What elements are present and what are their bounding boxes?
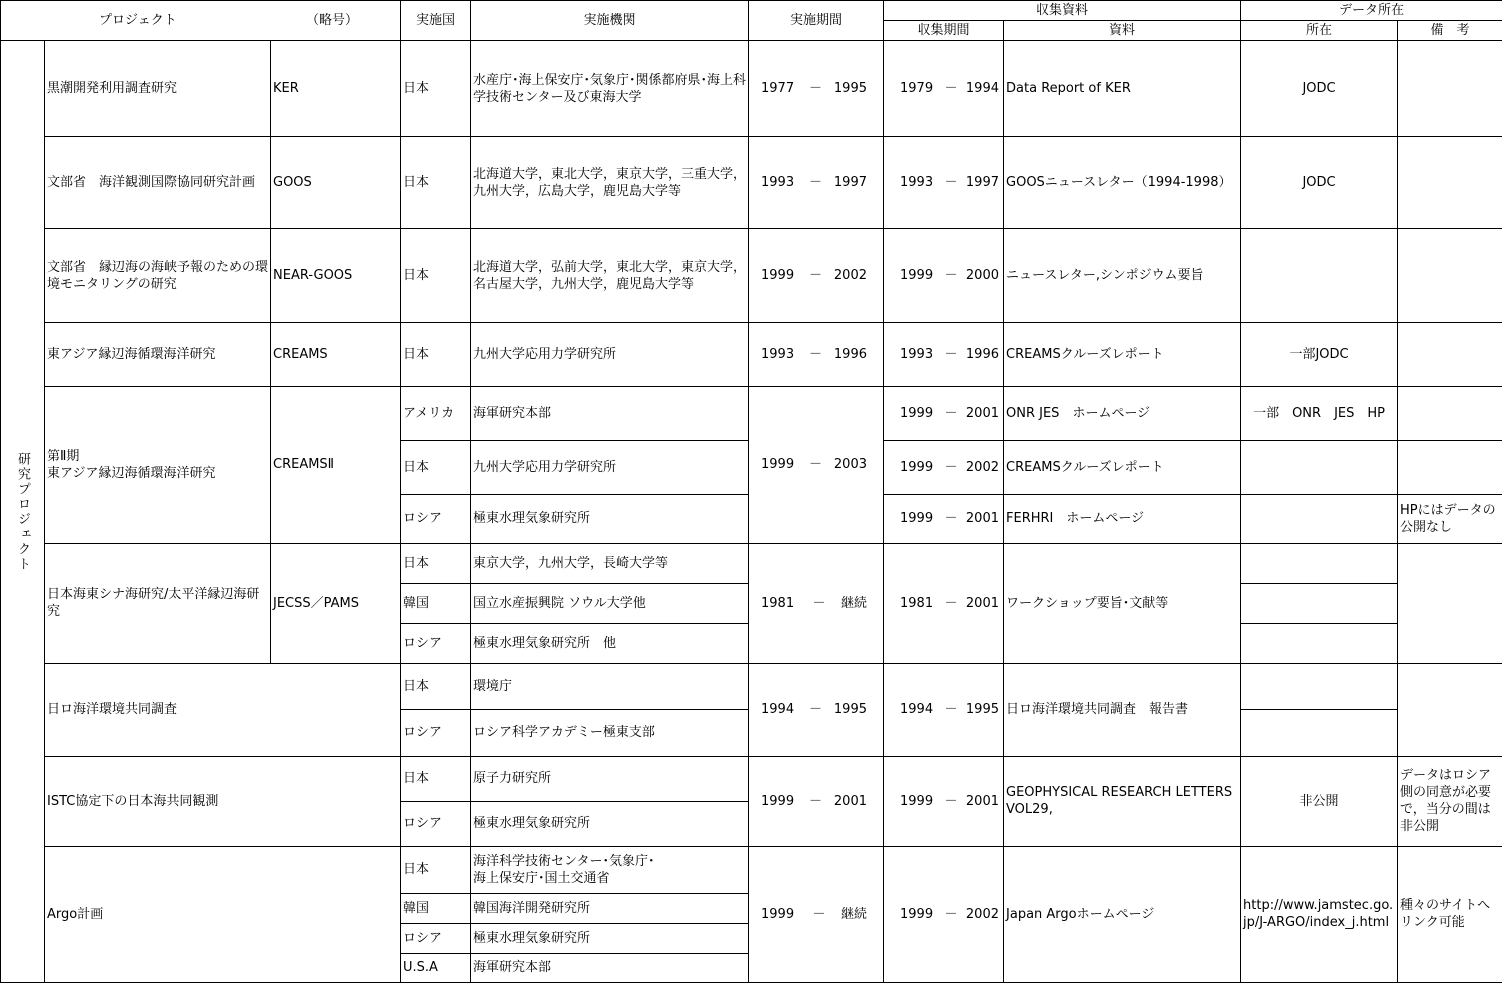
location: JODC: [1241, 41, 1398, 137]
agency: 極東水理気象研究所: [471, 801, 749, 846]
agency: 極東水理気象研究所: [471, 495, 749, 543]
remarks: [1398, 387, 1502, 441]
material: CREAMSクルーズレポート: [1004, 441, 1241, 495]
remarks: [1398, 229, 1502, 323]
collect-period: 1999 － 2001: [884, 756, 1004, 846]
table-row: [1, 663, 1502, 709]
project-name: 文部省 海洋観測国際協同研究計画: [45, 137, 271, 229]
country: ロシア: [401, 923, 471, 953]
agency: ロシア科学アカデミー極東支部: [471, 709, 749, 756]
header-country: 実施国: [401, 1, 471, 41]
location: [1241, 583, 1398, 623]
collect-period: 1999 － 2002: [884, 441, 1004, 495]
country: 韓国: [401, 893, 471, 923]
agency: 水産庁･海上保安庁･気象庁･関係都府県･海上科学技術センター及び東海大学: [471, 41, 749, 137]
header-agency: 実施機関: [471, 1, 749, 41]
table-row: [1, 387, 1502, 441]
location: 非公開: [1241, 756, 1398, 846]
period: 1999 － 2002: [749, 229, 884, 323]
country: アメリカ: [401, 387, 471, 441]
country: 日本: [401, 543, 471, 583]
agency: 極東水理気象研究所: [471, 923, 749, 953]
header-data-location: データ所在: [1241, 1, 1502, 21]
material: GEOPHYSICAL RESEARCH LETTERSVOL29,: [1004, 756, 1241, 846]
table-row: [1, 846, 1502, 893]
project-name: ISTC協定下の日本海共同観測: [45, 756, 401, 846]
project-name: 日ロ海洋環境共同調査: [45, 663, 401, 756]
location: 一部 ONR JES HP: [1241, 387, 1398, 441]
remarks: HPにはデータの公開なし: [1398, 495, 1502, 543]
collect-period: 1999 － 2001: [884, 387, 1004, 441]
project-abbr: NEAR-GOOS: [271, 229, 401, 323]
country: 韓国: [401, 583, 471, 623]
header-project: [1, 1, 401, 41]
location: [1241, 441, 1398, 495]
material: Data Report of KER: [1004, 41, 1241, 137]
material: ニュースレター,シンポジウム要旨: [1004, 229, 1241, 323]
table-row: [1, 323, 1502, 387]
country: ロシア: [401, 709, 471, 756]
agency: 東京大学，九州大学，長崎大学等: [471, 543, 749, 583]
collect-period: 1981 － 2001: [884, 543, 1004, 663]
agency: 国立水産振興院 ソウル大学他: [471, 583, 749, 623]
period: 1994 － 1995: [749, 663, 884, 756]
header-location: 所在: [1241, 21, 1398, 41]
table-row: [1, 229, 1502, 323]
project-abbr: CREAMSⅡ: [271, 387, 401, 543]
material: CREAMSクルーズレポート: [1004, 323, 1241, 387]
material: ONR JES ホームページ: [1004, 387, 1241, 441]
country: 日本: [401, 137, 471, 229]
table-row: [1, 756, 1502, 801]
remarks: 種々のサイトへリンク可能: [1398, 846, 1502, 982]
header-project-label: プロジェクト: [99, 13, 177, 29]
agency: 韓国海洋開発研究所: [471, 893, 749, 923]
collect-period: 1993 － 1997: [884, 137, 1004, 229]
location: [1241, 709, 1398, 756]
project-name: 文部省 縁辺海の海峡予報のための環境モニタリングの研究: [45, 229, 271, 323]
remarks: [1398, 41, 1502, 137]
period: 1999 － 継続: [749, 846, 884, 982]
agency: 九州大学応用力学研究所: [471, 441, 749, 495]
country: 日本: [401, 323, 471, 387]
location: [1241, 543, 1398, 583]
table-row: [1, 41, 1502, 137]
collect-period: 1994 － 1995: [884, 663, 1004, 756]
project-name: 黒潮開発利用調査研究: [45, 41, 271, 137]
location: [1241, 495, 1398, 543]
location: [1241, 623, 1398, 663]
remarks: [1398, 137, 1502, 229]
agency: 九州大学応用力学研究所: [471, 323, 749, 387]
location: JODC: [1241, 137, 1398, 229]
country: ロシア: [401, 495, 471, 543]
remarks: [1398, 543, 1502, 663]
collect-period: 1979 － 1994: [884, 41, 1004, 137]
period: 1999 － 2003: [749, 387, 884, 543]
project-abbr: KER: [271, 41, 401, 137]
category-label: 研究プロジェクト: [1, 41, 45, 983]
project-name: 東アジア縁辺海循環海洋研究: [45, 323, 271, 387]
header-collect-period: 収集期間: [884, 21, 1004, 41]
remarks: [1398, 663, 1502, 756]
country: U.S.A: [401, 953, 471, 982]
agency: 極東水理気象研究所 他: [471, 623, 749, 663]
location: [1241, 229, 1398, 323]
agency: 環境庁: [471, 663, 749, 709]
period: 1977 － 1995: [749, 41, 884, 137]
material: FERHRI ホームページ: [1004, 495, 1241, 543]
header-abbr-label: （略号）: [306, 13, 359, 29]
project-name: 日本海東シナ海研究/太平洋縁辺海研究: [45, 543, 271, 663]
project-abbr: JECSS／PAMS: [271, 543, 401, 663]
table-row: [1, 543, 1502, 583]
remarks: [1398, 441, 1502, 495]
country: ロシア: [401, 801, 471, 846]
country: ロシア: [401, 623, 471, 663]
collect-period: 1999 － 2001: [884, 495, 1004, 543]
period: 1993 － 1997: [749, 137, 884, 229]
agency: 海洋科学技術センター･気象庁･ 海上保安庁･国土交通省: [471, 846, 749, 893]
header-material: 資料: [1004, 21, 1241, 41]
location: [1241, 663, 1398, 709]
country: 日本: [401, 41, 471, 137]
header-collected: 収集資料: [884, 1, 1241, 21]
agency: 海軍研究本部: [471, 953, 749, 982]
agency: 原子力研究所: [471, 756, 749, 801]
agency: 海軍研究本部: [471, 387, 749, 441]
period: 1999 － 2001: [749, 756, 884, 846]
period: 1993 － 1996: [749, 323, 884, 387]
country: 日本: [401, 229, 471, 323]
agency: 北海道大学，弘前大学，東北大学，東京大学，名古屋大学，九州大学，鹿児島大学等: [471, 229, 749, 323]
header-period: 実施期間: [749, 1, 884, 41]
collect-period: 1999 － 2002: [884, 846, 1004, 982]
remarks: データはロシア側の同意が必要で，当分の間は非公開: [1398, 756, 1502, 846]
agency: 北海道大学，東北大学，東京大学，三重大学，九州大学，広島大学，鹿児島大学等: [471, 137, 749, 229]
collect-period: 1999 － 2000: [884, 229, 1004, 323]
remarks: [1398, 323, 1502, 387]
project-abbr: CREAMS: [271, 323, 401, 387]
period: 1981 － 継続: [749, 543, 884, 663]
country: 日本: [401, 846, 471, 893]
location: http://www.jamstec.go.jp/J-ARGO/index_j.html: [1241, 846, 1398, 982]
location: 一部JODC: [1241, 323, 1398, 387]
material: ワークショップ要旨･文献等: [1004, 543, 1241, 663]
country: 日本: [401, 663, 471, 709]
table-row: [1, 137, 1502, 229]
project-abbr: GOOS: [271, 137, 401, 229]
project-name: 第Ⅱ期 東アジア縁辺海循環海洋研究: [45, 387, 271, 543]
country: 日本: [401, 756, 471, 801]
project-name: Argo計画: [45, 846, 401, 982]
header-remarks: 備 考: [1398, 21, 1502, 41]
material: GOOSニュースレター（1994-1998）: [1004, 137, 1241, 229]
material: 日ロ海洋環境共同調査 報告書: [1004, 663, 1241, 756]
material: Japan Argoホームページ: [1004, 846, 1241, 982]
country: 日本: [401, 441, 471, 495]
collect-period: 1993 － 1996: [884, 323, 1004, 387]
